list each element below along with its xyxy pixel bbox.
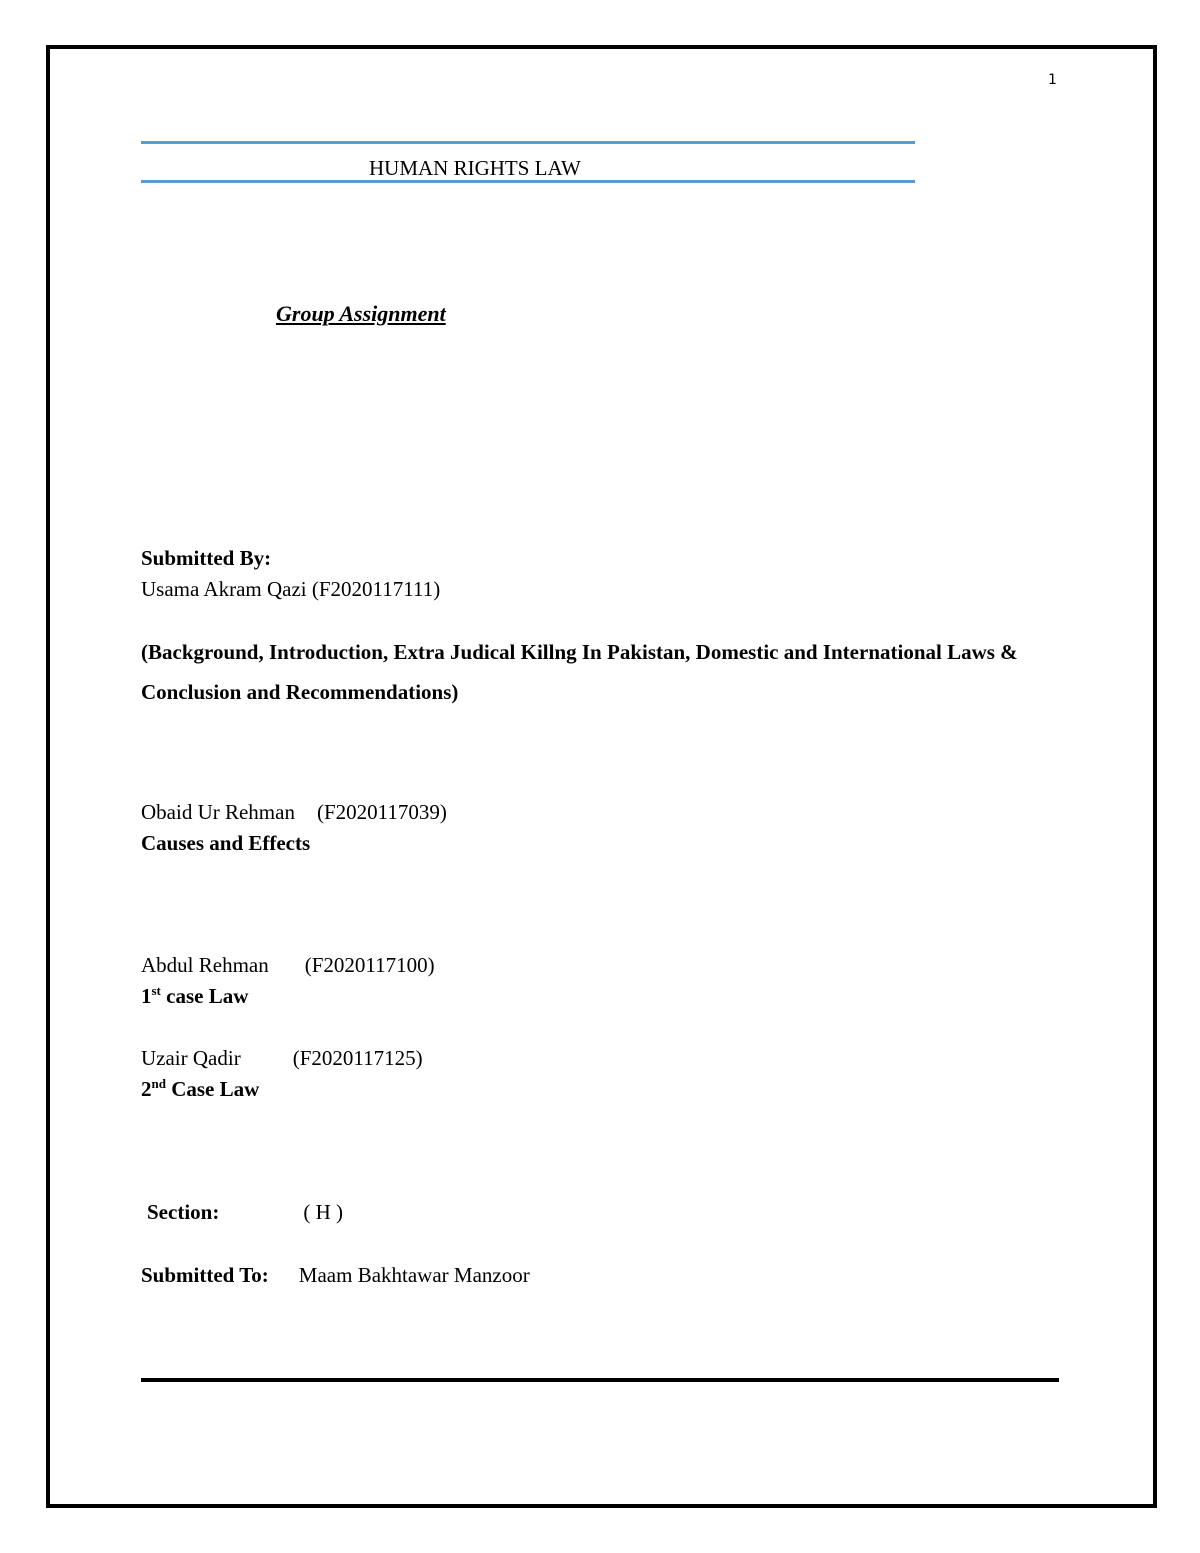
member-4-role	[141, 1074, 423, 1105]
section-value: ( H )	[303, 1200, 343, 1224]
submitted-by-section	[141, 543, 440, 605]
member-1-id: (F2020117111)	[311, 577, 441, 601]
member-4-role-number: 2	[141, 1077, 152, 1101]
member-4	[141, 1043, 423, 1105]
submitted-by-label: Submitted By:	[141, 546, 272, 570]
document-title: HUMAN RIGHTS LAW	[369, 156, 581, 180]
member-3-line	[141, 950, 435, 981]
member-3-role-rest: case Law	[160, 984, 249, 1008]
member-4-line	[141, 1043, 423, 1074]
section-label: Section:	[147, 1200, 220, 1224]
member-3-name: Abdul Rehman	[141, 953, 269, 977]
section-row	[147, 1197, 343, 1228]
member-4-name: Uzair Qadir	[141, 1046, 241, 1070]
member-3	[141, 950, 435, 1012]
member-1-role: (Background, Introduction, Extra Judical Killng In Pakistan, Domestic and International Laws & Conclusion and Recommendations)	[141, 640, 1018, 704]
member-3-role-sup: st	[151, 983, 161, 998]
title-bottom-rule	[141, 180, 915, 183]
member-4-role-sup: nd	[151, 1076, 166, 1091]
member-4-role-rest: Case Law	[165, 1077, 260, 1101]
member-3-role	[141, 981, 435, 1012]
submitted-to-label: Submitted To:	[141, 1263, 269, 1287]
submitted-to-value: Maam Bakhtawar Manzoor	[298, 1263, 530, 1287]
assignment-subtitle: Group Assignment	[276, 301, 446, 326]
member-2-line	[141, 797, 447, 828]
title-top-rule	[141, 141, 915, 144]
member-3-role-number: 1	[141, 984, 152, 1008]
member-1-line	[141, 574, 440, 605]
member-3-id: (F2020117100)	[304, 953, 435, 977]
member-2-id: (F2020117039)	[316, 800, 447, 824]
bottom-rule	[141, 1378, 1059, 1382]
member-4-id: (F2020117125)	[292, 1046, 423, 1070]
submitted-to-row	[141, 1260, 530, 1291]
member-2-name: Obaid Ur Rehman	[141, 800, 295, 824]
member-1-name: Usama Akram Qazi	[141, 577, 307, 601]
page-number: 1	[1048, 72, 1057, 88]
member-2-role: Causes and Effects	[141, 831, 311, 855]
member-2	[141, 797, 447, 859]
